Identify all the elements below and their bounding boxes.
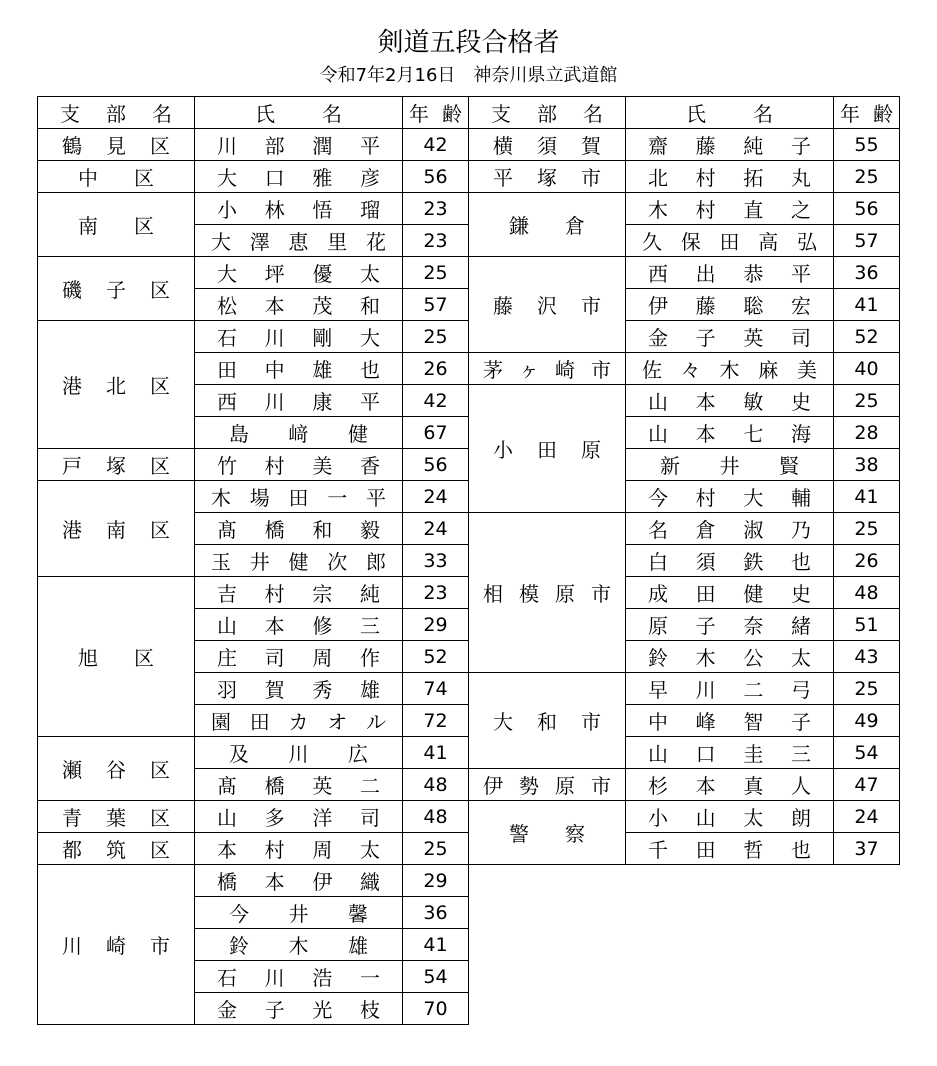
branch-cell: 平 塚 市 — [469, 161, 626, 193]
name-cell: 久 保 田 高 弘 — [626, 225, 834, 257]
name-cell: 石 川 浩 一 — [195, 961, 403, 993]
branch-cell: 戸 塚 区 — [38, 449, 195, 481]
age-cell: 24 — [403, 513, 469, 545]
table-header-row — [469, 97, 900, 129]
name-cell: 新 井 賢 — [626, 449, 834, 481]
table-header-row — [38, 97, 469, 129]
age-cell: 29 — [403, 865, 469, 897]
header-name: 氏 名 — [195, 97, 403, 129]
branch-cell: 大 和 市 — [469, 673, 626, 769]
table-row — [469, 513, 900, 545]
table-row — [38, 737, 469, 769]
age-cell: 23 — [403, 577, 469, 609]
age-cell: 25 — [834, 673, 900, 705]
age-cell: 41 — [834, 289, 900, 321]
table-row — [38, 193, 469, 225]
age-cell: 23 — [403, 193, 469, 225]
table-row — [38, 801, 469, 833]
branch-cell: 瀬 谷 区 — [38, 737, 195, 801]
age-cell: 56 — [834, 193, 900, 225]
branch-cell: 南 区 — [38, 193, 195, 257]
name-cell: 金 子 光 枝 — [195, 993, 403, 1025]
age-cell: 33 — [403, 545, 469, 577]
branch-cell: 警 察 — [469, 801, 626, 865]
name-cell: 木 場 田 一 平 — [195, 481, 403, 513]
table-row — [38, 833, 469, 865]
table-row — [469, 353, 900, 385]
name-cell: 齋 藤 純 子 — [626, 129, 834, 161]
age-cell: 25 — [403, 833, 469, 865]
age-cell: 57 — [403, 289, 469, 321]
branch-cell: 港 南 区 — [38, 481, 195, 577]
age-cell: 28 — [834, 417, 900, 449]
age-cell: 25 — [403, 257, 469, 289]
name-cell: 小 山 太 朗 — [626, 801, 834, 833]
name-cell: 小 林 悟 瑠 — [195, 193, 403, 225]
age-cell: 40 — [834, 353, 900, 385]
name-cell: 伊 藤 聡 宏 — [626, 289, 834, 321]
age-cell: 38 — [834, 449, 900, 481]
age-cell: 49 — [834, 705, 900, 737]
branch-cell: 旭 区 — [38, 577, 195, 737]
age-cell: 47 — [834, 769, 900, 801]
table-row — [469, 801, 900, 833]
name-cell: 今 井 馨 — [195, 897, 403, 929]
table-row — [38, 129, 469, 161]
name-cell: 及 川 広 — [195, 737, 403, 769]
name-cell: 玉 井 健 次 郎 — [195, 545, 403, 577]
name-cell: 今 村 大 輔 — [626, 481, 834, 513]
header-name: 氏 名 — [626, 97, 834, 129]
branch-cell: 港 北 区 — [38, 321, 195, 449]
name-cell: 山 本 敏 史 — [626, 385, 834, 417]
age-cell: 25 — [834, 161, 900, 193]
age-cell: 41 — [403, 929, 469, 961]
age-cell: 54 — [834, 737, 900, 769]
name-cell: 鈴 木 雄 — [195, 929, 403, 961]
name-cell: 大 坪 優 太 — [195, 257, 403, 289]
name-cell: 木 村 直 之 — [626, 193, 834, 225]
age-cell: 52 — [834, 321, 900, 353]
age-cell: 36 — [834, 257, 900, 289]
branch-cell: 横 須 賀 — [469, 129, 626, 161]
name-cell: 本 村 周 太 — [195, 833, 403, 865]
name-cell: 髙 橋 和 毅 — [195, 513, 403, 545]
age-cell: 54 — [403, 961, 469, 993]
name-cell: 中 峰 智 子 — [626, 705, 834, 737]
table-row — [469, 161, 900, 193]
branch-cell: 藤 沢 市 — [469, 257, 626, 353]
age-cell: 57 — [834, 225, 900, 257]
age-cell: 56 — [403, 161, 469, 193]
age-cell: 41 — [834, 481, 900, 513]
age-cell: 56 — [403, 449, 469, 481]
name-cell: 杉 本 真 人 — [626, 769, 834, 801]
name-cell: 大 口 雅 彦 — [195, 161, 403, 193]
name-cell: 北 村 拓 丸 — [626, 161, 834, 193]
header-age: 年 齢 — [834, 97, 900, 129]
age-cell: 67 — [403, 417, 469, 449]
name-cell: 竹 村 美 香 — [195, 449, 403, 481]
age-cell: 51 — [834, 609, 900, 641]
table-row — [469, 385, 900, 417]
age-cell: 29 — [403, 609, 469, 641]
name-cell: 松 本 茂 和 — [195, 289, 403, 321]
name-cell: 山 口 圭 三 — [626, 737, 834, 769]
age-cell: 41 — [403, 737, 469, 769]
age-cell: 24 — [403, 481, 469, 513]
branch-cell: 磯 子 区 — [38, 257, 195, 321]
table-row — [469, 769, 900, 801]
age-cell: 42 — [403, 129, 469, 161]
age-cell: 26 — [403, 353, 469, 385]
name-cell: 名 倉 淑 乃 — [626, 513, 834, 545]
branch-cell: 鎌 倉 — [469, 193, 626, 257]
table-row — [469, 193, 900, 225]
age-cell: 25 — [834, 385, 900, 417]
table-row — [469, 129, 900, 161]
name-cell: 鈴 木 公 太 — [626, 641, 834, 673]
branch-cell: 鶴 見 区 — [38, 129, 195, 161]
name-cell: 早 川 二 弓 — [626, 673, 834, 705]
table-row — [38, 481, 469, 513]
table-row — [38, 257, 469, 289]
age-cell: 23 — [403, 225, 469, 257]
branch-cell: 相 模 原 市 — [469, 513, 626, 673]
results-table-left — [37, 96, 469, 1025]
branch-cell: 伊 勢 原 市 — [469, 769, 626, 801]
table-row — [38, 449, 469, 481]
branch-cell: 都 筑 区 — [38, 833, 195, 865]
age-cell: 48 — [403, 769, 469, 801]
name-cell: 橋 本 伊 織 — [195, 865, 403, 897]
table-row — [38, 321, 469, 353]
age-cell: 72 — [403, 705, 469, 737]
name-cell: 山 多 洋 司 — [195, 801, 403, 833]
age-cell: 70 — [403, 993, 469, 1025]
table-row — [38, 865, 469, 897]
name-cell: 山 本 七 海 — [626, 417, 834, 449]
name-cell: 石 川 剛 大 — [195, 321, 403, 353]
age-cell: 26 — [834, 545, 900, 577]
name-cell: 髙 橋 英 二 — [195, 769, 403, 801]
page-subtitle: 令和7年2月16日 神奈川県立武道館 — [319, 65, 618, 86]
table-row — [38, 577, 469, 609]
name-cell: 原 子 奈 緒 — [626, 609, 834, 641]
name-cell: 島 﨑 健 — [195, 417, 403, 449]
branch-cell: 中 区 — [38, 161, 195, 193]
name-cell: 西 出 恭 平 — [626, 257, 834, 289]
age-cell: 55 — [834, 129, 900, 161]
name-cell: 山 本 修 三 — [195, 609, 403, 641]
name-cell: 白 須 鉄 也 — [626, 545, 834, 577]
table-row — [469, 673, 900, 705]
table-row — [38, 161, 469, 193]
age-cell: 36 — [403, 897, 469, 929]
age-cell: 48 — [834, 577, 900, 609]
name-cell: 成 田 健 史 — [626, 577, 834, 609]
name-cell: 田 中 雄 也 — [195, 353, 403, 385]
page-title: 剣道五段合格者 — [377, 28, 560, 58]
name-cell: 園 田 カ オ ル — [195, 705, 403, 737]
age-cell: 24 — [834, 801, 900, 833]
header-age: 年 齢 — [403, 97, 469, 129]
branch-cell: 小 田 原 — [469, 385, 626, 513]
age-cell: 43 — [834, 641, 900, 673]
results-table-right — [468, 96, 900, 865]
table-row — [469, 257, 900, 289]
branch-cell: 青 葉 区 — [38, 801, 195, 833]
age-cell: 25 — [403, 321, 469, 353]
name-cell: 金 子 英 司 — [626, 321, 834, 353]
age-cell: 52 — [403, 641, 469, 673]
age-cell: 25 — [834, 513, 900, 545]
branch-cell: 川 崎 市 — [38, 865, 195, 1025]
age-cell: 42 — [403, 385, 469, 417]
age-cell: 48 — [403, 801, 469, 833]
name-cell: 佐 々 木 麻 美 — [626, 353, 834, 385]
name-cell: 庄 司 周 作 — [195, 641, 403, 673]
name-cell: 千 田 哲 也 — [626, 833, 834, 865]
name-cell: 大 澤 恵 里 花 — [195, 225, 403, 257]
name-cell: 西 川 康 平 — [195, 385, 403, 417]
name-cell: 羽 賀 秀 雄 — [195, 673, 403, 705]
header-branch: 支 部 名 — [38, 97, 195, 129]
header-branch: 支 部 名 — [469, 97, 626, 129]
name-cell: 吉 村 宗 純 — [195, 577, 403, 609]
branch-cell: 茅 ヶ 崎 市 — [469, 353, 626, 385]
age-cell: 74 — [403, 673, 469, 705]
age-cell: 37 — [834, 833, 900, 865]
name-cell: 川 部 潤 平 — [195, 129, 403, 161]
